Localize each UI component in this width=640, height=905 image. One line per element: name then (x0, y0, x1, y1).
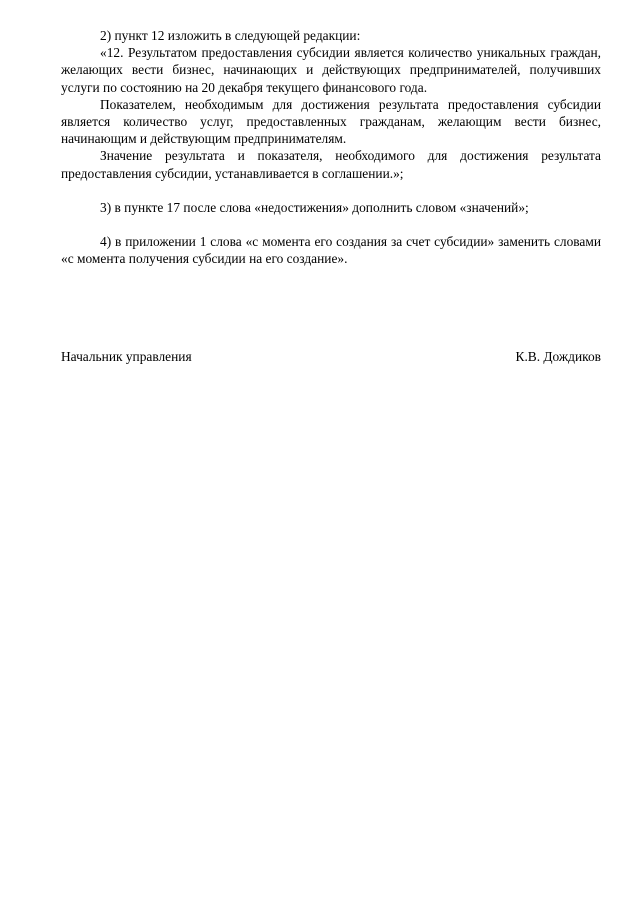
paragraph-item-4: 4) в приложении 1 слова «с момента его создания за счет субсидии» заменить словами «с момента получения субсидии на его создание». (61, 234, 601, 267)
paragraph-spacer (61, 182, 601, 199)
paragraph-item-2: 2) пункт 12 изложить в следующей редакции: (100, 28, 361, 43)
document-body (61, 27, 601, 267)
signatory-title: Начальник управления (61, 349, 192, 364)
paragraph-agreement-value: Значение результата и показателя, необходимого для достижения результата предоставления субсидии, устанавливается в соглашении.»; (61, 148, 601, 181)
paragraph-result-definition: «12. Результатом предоставления субсидии является количество уникальных граждан, желающих вести бизнес, начинающих и действующих предпринимателей, получивших услуги по состоянию на 20 декабря текущего финансового года. (61, 45, 601, 95)
paragraph-spacer (61, 216, 601, 233)
signatory-name: К.В. Дождиков (515, 349, 601, 364)
paragraph-indicator-definition: Показателем, необходимым для достижения результата предоставления субсидии является количество услуг, предоставленных гражданам, желающим вести бизнес, начинающим и действующим предпринимателям. (61, 96, 601, 147)
paragraph-item-3: 3) в пункте 17 после слова «недостижения» дополнить словом «значений»; (100, 199, 529, 215)
